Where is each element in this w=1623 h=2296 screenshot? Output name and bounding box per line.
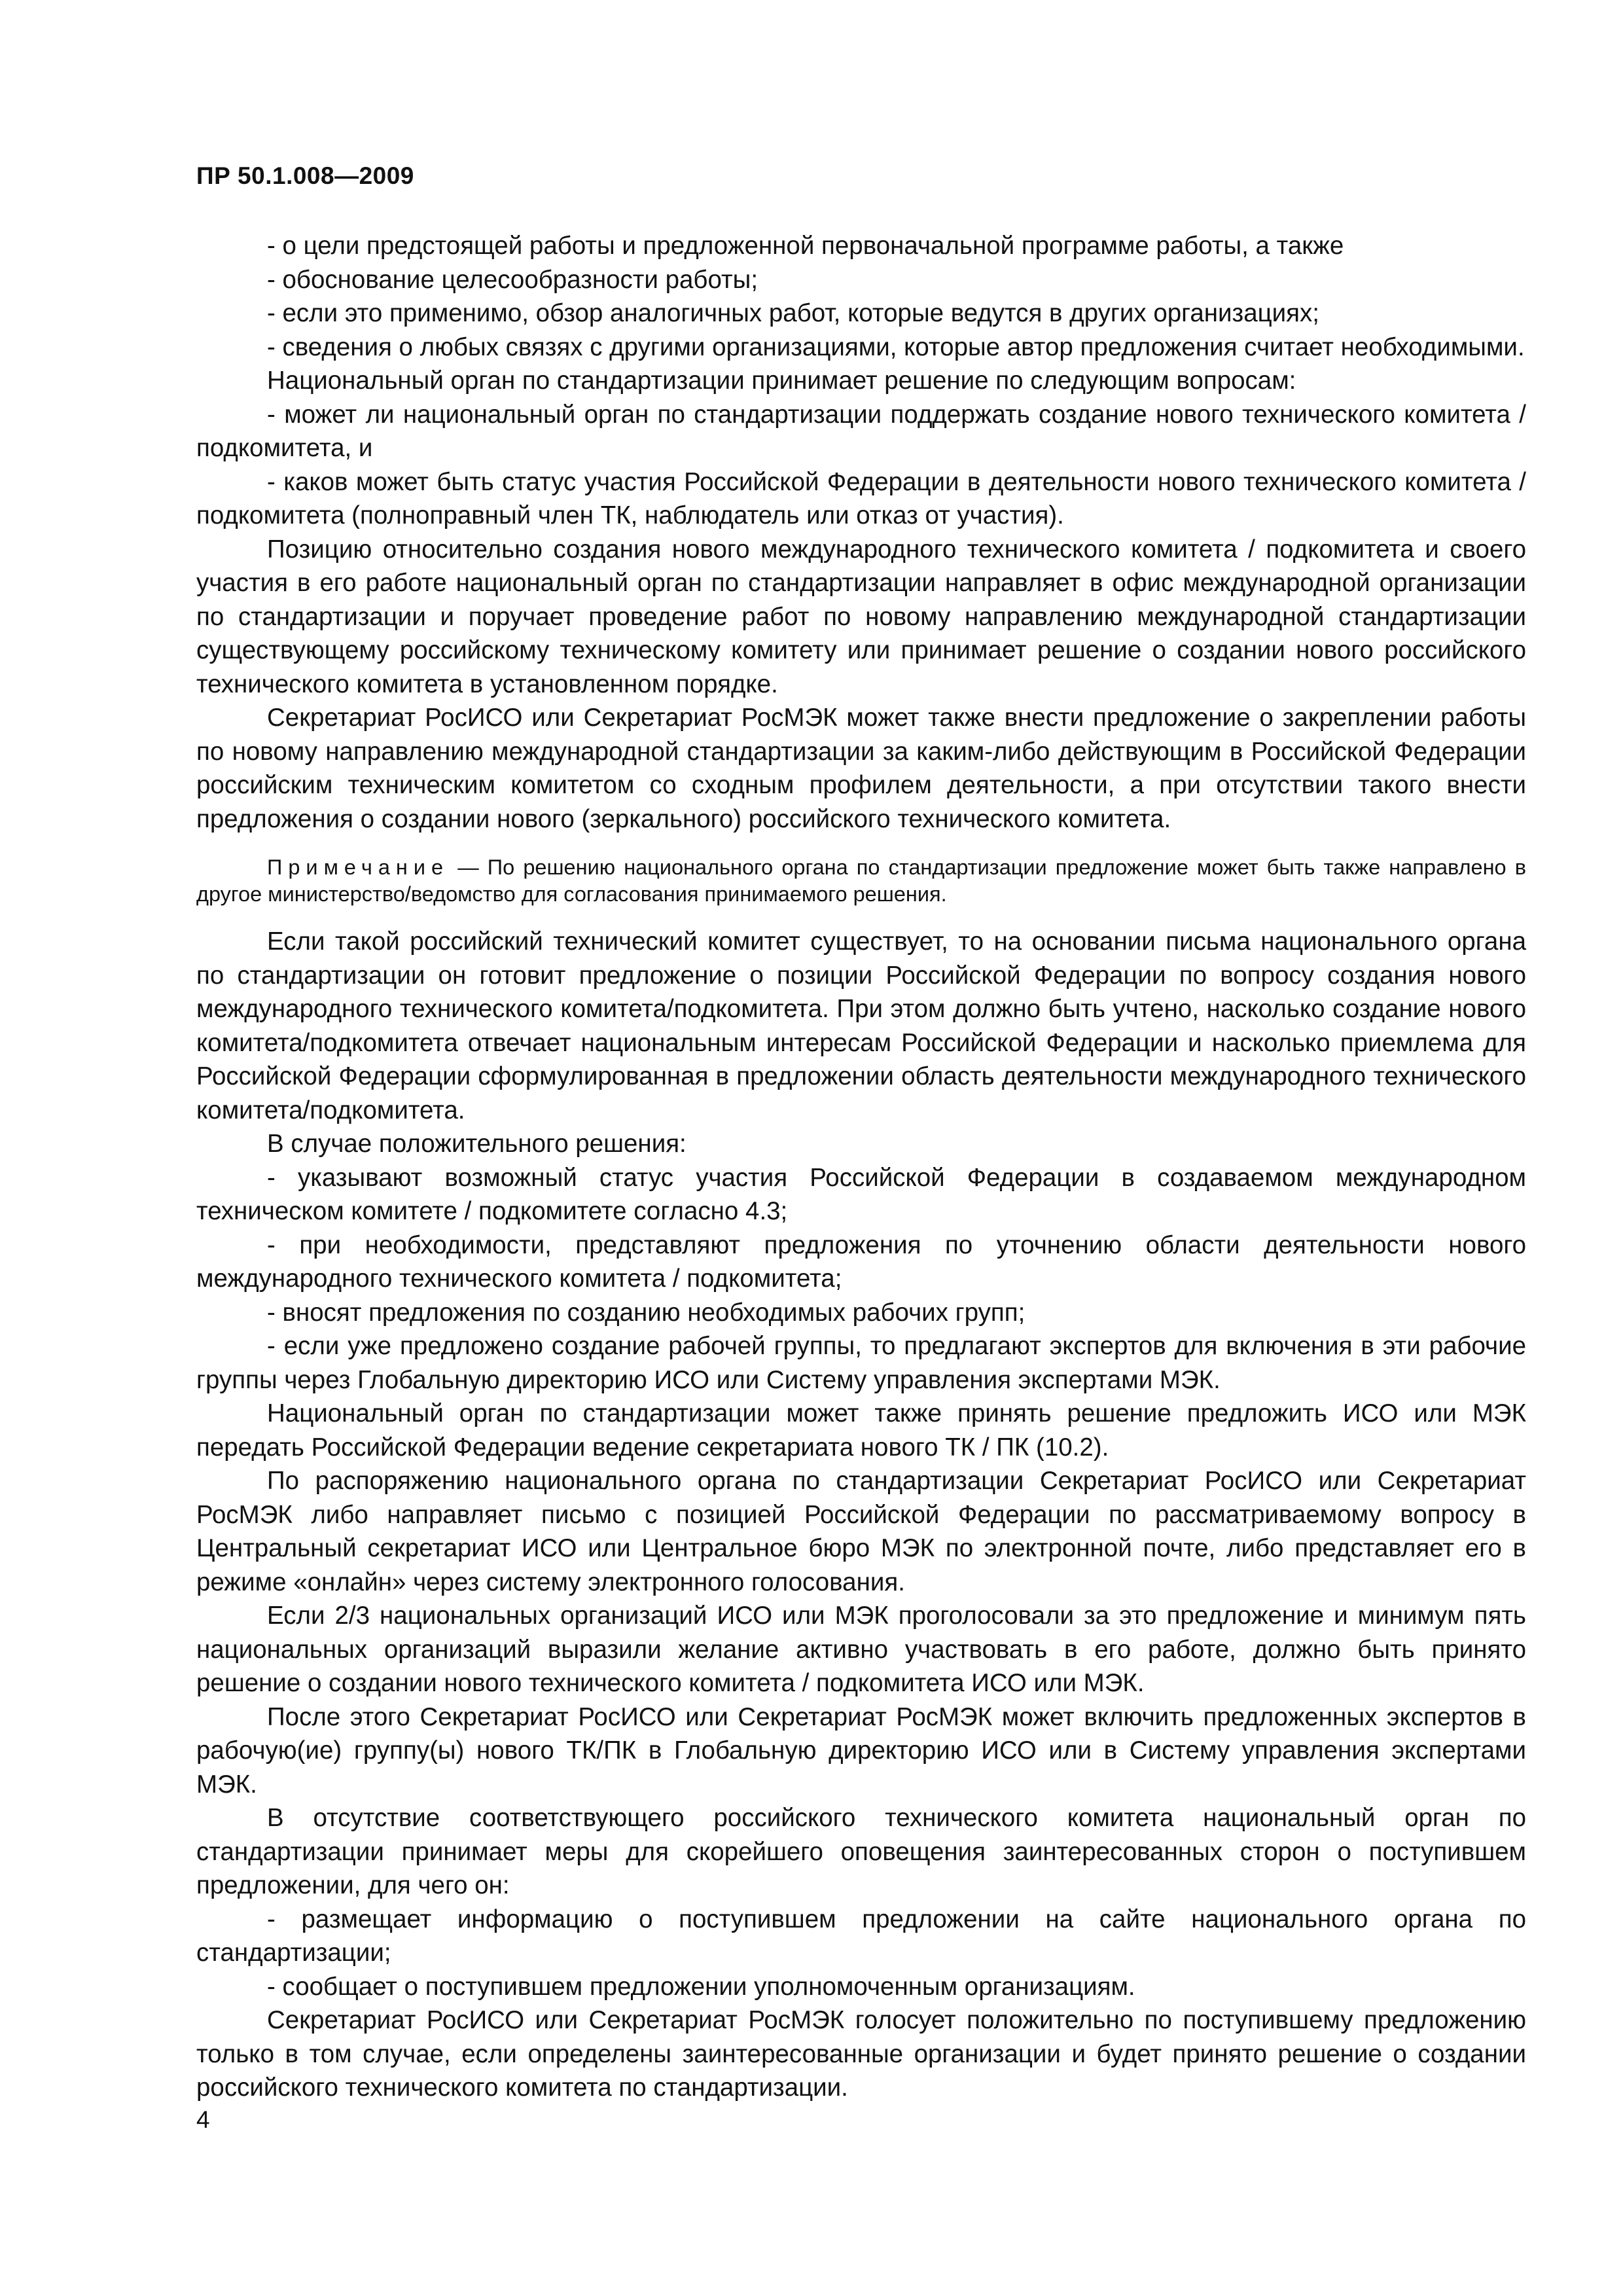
paragraph-positive-decision: В случае положительного решения: xyxy=(267,1130,687,1158)
list-item-work-goal: - о цели предстоящей работы и предложенной первоначальной программе работы, а также xyxy=(267,232,1344,260)
note-paragraph xyxy=(196,854,1526,908)
paragraph-secretariat-transfer: Национальный орган по стандартизации может также принять решение предложить ИСО или МЭК передать Российской Федерации ведение секретариата нового ТК / ПК (10.2). xyxy=(196,1399,1526,1462)
note-label: Примечание xyxy=(267,855,450,879)
list-item-working-groups: - вносят предложения по созданию необходимых рабочих групп; xyxy=(267,1298,1026,1327)
list-item-participation-status: - каков может быть статус участия Российской Федерации в деятельности нового технического комитета / подкомитета (полноправный член ТК, наблюдатель или отказ от участия). xyxy=(196,467,1526,529)
paragraph-include-experts: После этого Секретариат РосИСО или Секретариат РосМЭК может включить предложенных экспертов в рабочую(ие) группу(ы) нового ТК/ПК в Глобальную директорию ИСО или в Систему управления экспертами МЭК. xyxy=(196,1702,1526,1799)
paragraph-position: Позицию относительно создания нового международного технического комитета / подкомитета и своего участия в его работе национальный орган по стандартизации направляет в офис международной организации по стандартизации и поручает проведение работ по новому направлению международной стандартизации существующему российскому техническому комитету или принимает решение о создании нового российского технического комитета в установленном порядке. xyxy=(196,535,1526,698)
list-item-publish-info: - размещает информацию о поступившем предложении на сайте национального органа по стандартизации; xyxy=(196,1905,1526,1967)
list-item-relations: - сведения о любых связях с другими организациями, которые автор предложения считает необходимыми. xyxy=(267,332,1525,361)
paragraph-voting: Если 2/3 национальных организаций ИСО или МЭК проголосовали за это предложение и минимум пять национальных организаций выразили желание активно участвовать в его работе, должно быть принято решение о создании нового технического комитета / подкомитета ИСО или МЭК. xyxy=(196,1602,1526,1697)
list-item-refine-scope: - при необходимости, представляют предложения по уточнению области деятельности нового международного технического комитета / подкомитета; xyxy=(196,1230,1526,1293)
list-item-support: - может ли национальный орган по стандартизации поддержать создание нового технического комитета / подкомитета, и xyxy=(196,400,1526,462)
list-item-experts: - если уже предложено создание рабочей группы, то предлагают экспертов для включения в эти рабочие группы через Глобальную директорию ИСО или Систему управления экспертами МЭК. xyxy=(196,1332,1526,1394)
document-code-header: ПР 50.1.008—2009 xyxy=(196,162,414,189)
paragraph-vote-positive: Секретариат РосИСО или Секретариат РосМЭК голосует положительно по поступившему предложению только в том случае, если определены заинтересованные организации и будет принято решение о создании российского технического комитета по стандартизации. xyxy=(196,2006,1526,2102)
list-item-notify-orgs: - сообщает о поступившем предложении уполномоченным организациям. xyxy=(267,1972,1135,2001)
paragraph-existing-committee: Если такой российский технический комитет существует, то на основании письма национального органа по стандартизации он готовит предложение о позиции Российской Федерации по вопросу создания нового международного технического комитета/подкомитета. При этом должно быть учтено, насколько создание нового комитета/подкомитета отвечает национальным интересам Российской Федерации и насколько приемлема для Российской Федерации сформулированная в предложении область деятельности международного технического комитета/подкомитета. xyxy=(196,927,1526,1124)
paragraph-decision-intro: Национальный орган по стандартизации принимает решение по следующим вопросам: xyxy=(267,367,1296,395)
document-body xyxy=(196,229,1526,2105)
list-item-similar-works: - если это применимо, обзор аналогичных работ, которые ведутся в других организациях; xyxy=(267,299,1319,327)
note-text: — По решению национального органа по стандартизации предложение может быть также направлено в другое министерство/ведомство для согласования принимаемого решения. xyxy=(196,855,1526,906)
paragraph-no-committee: В отсутствие соответствующего российского технического комитета национальный орган по стандартизации принимает меры для скорейшего оповещения заинтересованных сторон о поступившем предложении, для чего он: xyxy=(196,1804,1526,1899)
paragraph-secretariat-proposal: Секретариат РосИСО или Секретариат РосМЭК может также внести предложение о закреплении работы по новому направлению международной стандартизации за каким-либо действующим в Российской Федерации российским техническим комитетом со сходным профилем деятельности, а при отсутствии такого внести предложения о создании нового (зеркального) российского технического комитета. xyxy=(196,704,1526,833)
paragraph-order-letter: По распоряжению национального органа по стандартизации Секретариат РосИСО или Секретариат РосМЭК либо направляет письмо с позицией Российской Федерации по рассматриваемому вопросу в Центральный секретариат ИСО или Центральное бюро МЭК по электронной почте, либо представляет его в режиме «онлайн» через систему электронного голосования. xyxy=(196,1467,1526,1596)
list-item-justification: - обоснование целесообразности работы; xyxy=(267,265,758,294)
page-number: 4 xyxy=(196,2106,210,2133)
list-item-indicate-status: - указывают возможный статус участия Российской Федерации в создаваемом международном техническом комитете / подкомитете согласно 4.3; xyxy=(196,1163,1526,1225)
